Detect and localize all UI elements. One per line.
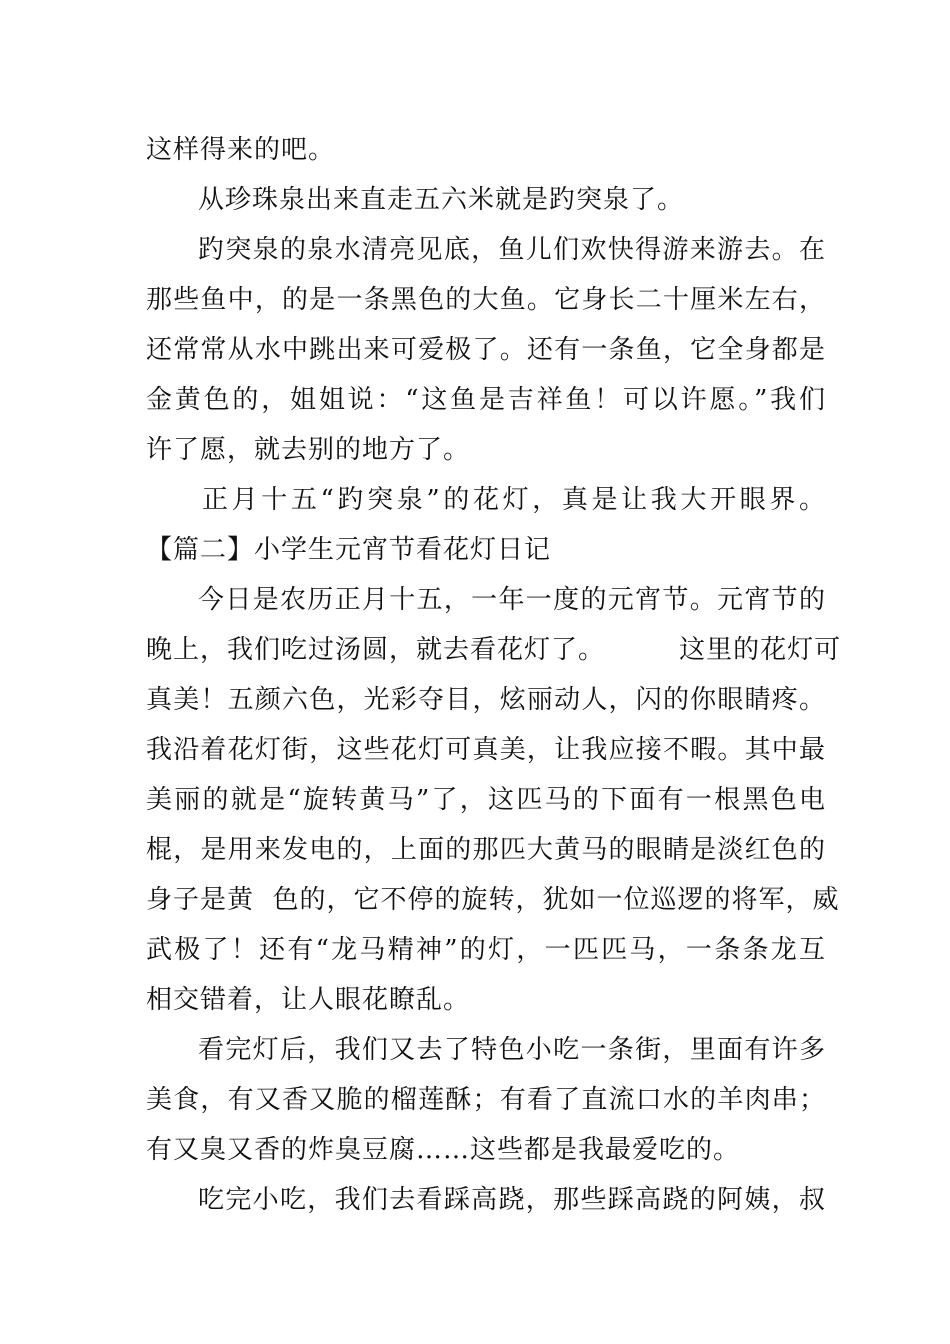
paragraph-line: 还常常从水中跳出来可爱极了。还有一条鱼，它全身都是 [146,335,826,365]
paragraph-line: 相交错着，让人眼花瞭乱。 [146,985,471,1015]
section-heading: 【篇二】小学生元宵节看花灯日记 [146,535,552,565]
paragraph-line: 棍，是用来发电的，上面的那匹大黄马的眼睛是淡红色的 [146,835,826,865]
paragraph-line: 吃完小吃，我们去看踩高跷，那些踩高跷的阿姨，叔 [198,1185,826,1215]
paragraph-line: 看完灯后，我们又去了特色小吃一条街，里面有许多 [198,1035,826,1065]
paragraph-line: 身子是黄 色的，它不停的旋转，犹如一位巡逻的将军，威 [146,885,840,915]
paragraph-line: 美丽的就是“旋转黄马”了，这匹马的下面有一根黑色电 [146,785,826,815]
paragraph-line: 有又臭又香的炸臭豆腐……这些都是我最爱吃的。 [146,1135,741,1165]
paragraph-line: 晚上，我们吃过汤圆，就去看花灯了。 这里的花灯可 [146,635,842,665]
paragraph-line: 那些鱼中，的是一条黑色的大鱼。它身长二十厘米左右， [146,285,826,315]
paragraph-line: 金黄色的，姐姐说：“这鱼是吉祥鱼！可以许愿。”我们 [146,385,826,415]
paragraph-line: 我沿着花灯街，这些花灯可真美，让我应接不暇。其中最 [146,735,826,765]
paragraph-line: 这样得来的吧。 [146,135,336,165]
paragraph-line: 美食，有又香又脆的榴莲酥；有看了直流口水的羊肉串； [146,1085,826,1115]
paragraph-line: 正月十五“趵突泉”的花灯，真是让我大开眼界。 [202,485,826,515]
paragraph-line: 从珍珠泉出来直走五六米就是趵突泉了。 [198,185,685,215]
paragraph-line: 武极了！还有“龙马精神”的灯，一匹匹马，一条条龙互 [146,935,826,965]
paragraph-line: 趵突泉的泉水清亮见底，鱼儿们欢快得游来游去。在 [198,235,826,265]
paragraph-line: 今日是农历正月十五，一年一度的元宵节。元宵节的 [198,585,826,615]
paragraph-line: 许了愿，就去别的地方了。 [146,435,471,465]
paragraph-line: 真美！五颜六色，光彩夺目，炫丽动人，闪的你眼睛疼。 [146,685,826,715]
